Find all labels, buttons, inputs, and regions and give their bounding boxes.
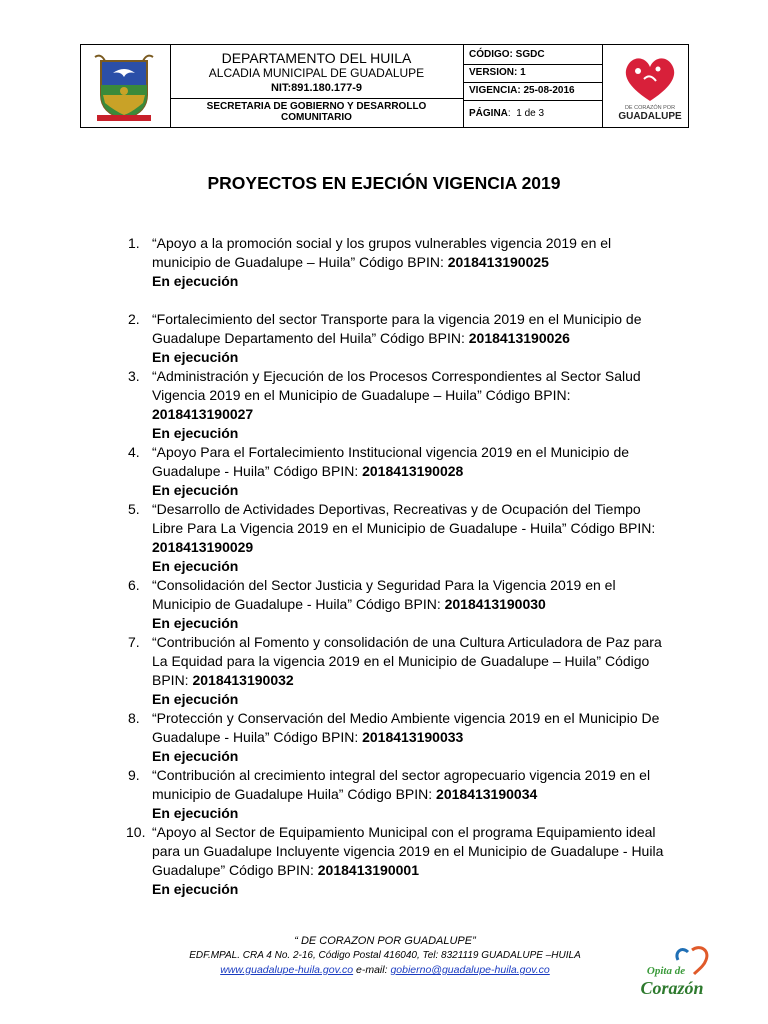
item-text: “Consolidación del Sector Justicia y Seguridad Para la Vigencia 2019 en el Municipio de Guadalupe - Huila” Código BPIN: — [152, 577, 616, 612]
list-item — [120, 633, 670, 709]
item-status: En ejecución — [152, 425, 239, 441]
item-number: 5. — [128, 501, 140, 517]
heart-logo — [614, 49, 686, 123]
item-bpin: 2018413190030 — [444, 596, 546, 612]
item-status: En ejecución — [152, 691, 239, 707]
list-item — [120, 823, 670, 899]
logo-text-top: DE CORAZÓN POR — [624, 105, 676, 111]
item-bpin: 2018413190033 — [362, 729, 464, 745]
item-text: “Administración y Ejecución de los Procesos Correspondientes al Sector Salud Vigencia 2019 en el Municipio de Guadalupe – Huila” Código BPIN: — [152, 368, 641, 403]
item-status: En ejecución — [152, 615, 239, 631]
list-item — [120, 576, 670, 633]
item-text: “Contribución al Fomento y consolidación de una Cultura Articuladora de Paz para La Equidad para la vigencia 2019 en el Municipio de Guadalupe – Huila” Código BPIN: — [152, 634, 662, 688]
item-bpin: 2018413190001 — [317, 862, 419, 878]
item-number: 4. — [128, 444, 140, 460]
page-indicator: PÁGINA: 1 de 3 — [469, 108, 545, 119]
nit-number: NIT:891.180.177-9 — [270, 82, 363, 94]
item-number: 10. — [126, 824, 146, 840]
page-value: 1 de 3 — [516, 108, 545, 119]
item-status: En ejecución — [152, 558, 239, 574]
item-text: “Apoyo al Sector de Equipamiento Municipal con el programa Equipamiento ideal para un Guadalupe Incluyente vigencia 2019 en el Municipio de Guadalupe - Huila Guadalupe” Código BPIN: — [152, 824, 664, 878]
header-divider — [463, 45, 464, 127]
logo-foot-bottom: Corazón — [640, 978, 704, 998]
header-divider — [463, 100, 602, 101]
document-code: CÓDIGO: SGDC — [469, 49, 545, 60]
header-divider — [602, 45, 603, 127]
item-number: 3. — [128, 368, 140, 384]
item-status: En ejecución — [152, 273, 239, 289]
item-text: “Apoyo a la promoción social y los grupos vulnerables vigencia 2019 en el municipio de Guadalupe – Huila” Código BPIN: — [152, 235, 612, 270]
document-header — [80, 44, 689, 128]
item-bpin: 2018413190028 — [362, 463, 464, 479]
email-label: e-mail: — [353, 964, 391, 976]
department-name: DEPARTAMENTO DEL HUILA — [221, 50, 412, 66]
opita-de-corazon-logo — [636, 944, 716, 1000]
footer-address: EDF.MPAL. CRA 4 No. 2-16, Código Postal 416040, Tel: 8321119 GUADALUPE –HUILA — [189, 950, 581, 961]
item-status: En ejecución — [152, 349, 239, 365]
logo-foot-top: Opita de — [646, 965, 686, 977]
page-label: PÁGINA — [469, 108, 508, 119]
item-text: “Fortalecimiento del sector Transporte para la vigencia 2019 en el Municipio de Guadalupe Departamento del Huila” Código BPIN: — [152, 311, 642, 346]
list-item — [120, 443, 670, 500]
secretaria-name: SECRETARIA DE GOBIERNO Y DESARROLLO COMUNITARIO — [206, 101, 427, 123]
item-number: 8. — [128, 710, 140, 726]
coat-of-arms-logo — [91, 51, 157, 123]
item-bpin: 2018413190032 — [192, 672, 294, 688]
header-divider — [170, 98, 463, 99]
item-status: En ejecución — [152, 805, 239, 821]
list-item — [120, 709, 670, 766]
item-number: 1. — [128, 235, 140, 251]
item-text: “Contribución al crecimiento integral del sector agropecuario vigencia 2019 en el municipio de Guadalupe Huila” Código BPIN: — [152, 767, 651, 802]
page-title: PROYECTOS EN EJECIÓN VIGENCIA 2019 — [207, 173, 561, 193]
project-list — [120, 234, 670, 899]
item-number: 7. — [128, 634, 140, 650]
document-vigencia: VIGENCIA: 25-08-2016 — [469, 85, 575, 96]
email-link[interactable]: gobierno@guadalupe-huila.gov.co — [390, 964, 550, 976]
item-status: En ejecución — [152, 748, 239, 764]
item-number: 2. — [128, 311, 140, 327]
item-text: “Protección y Conservación del Medio Ambiente vigencia 2019 en el Municipio De Guadalupe - Huila” Código BPIN: — [152, 710, 660, 745]
alcaldia-name: ALCADIA MUNICIPAL DE GUADALUPE — [208, 66, 425, 80]
list-item — [120, 766, 670, 823]
item-bpin: 2018413190034 — [436, 786, 538, 802]
item-bpin: 2018413190029 — [152, 539, 254, 555]
document-version: VERSION: 1 — [469, 67, 526, 78]
footer-slogan: “ DE CORAZON POR GUADALUPE” — [294, 935, 476, 947]
item-text: “Desarrollo de Actividades Deportivas, Recreativas y de Ocupación del Tiempo Libre Para La Vigencia 2019 en el Municipio de Guadalupe - Huila” Código BPIN: — [152, 501, 656, 536]
list-item — [120, 367, 670, 443]
website-link[interactable]: www.guadalupe-huila.gov.co — [220, 964, 354, 976]
list-item — [120, 310, 670, 367]
list-item — [120, 500, 670, 576]
header-divider — [463, 82, 602, 83]
item-bpin: 2018413190025 — [447, 254, 549, 270]
item-number: 9. — [128, 767, 140, 783]
logo-text-bottom: GUADALUPE — [618, 111, 682, 122]
item-status: En ejecución — [152, 881, 239, 897]
list-item — [120, 234, 670, 291]
header-divider — [463, 64, 602, 65]
item-bpin: 2018413190026 — [468, 330, 570, 346]
item-number: 6. — [128, 577, 140, 593]
item-text: “Apoyo Para el Fortalecimiento Institucional vigencia 2019 en el Municipio de Guadalupe - Huila” Código BPIN: — [152, 444, 630, 479]
item-status: En ejecución — [152, 482, 239, 498]
item-bpin: 2018413190027 — [152, 406, 254, 422]
footer-contact — [120, 964, 650, 976]
